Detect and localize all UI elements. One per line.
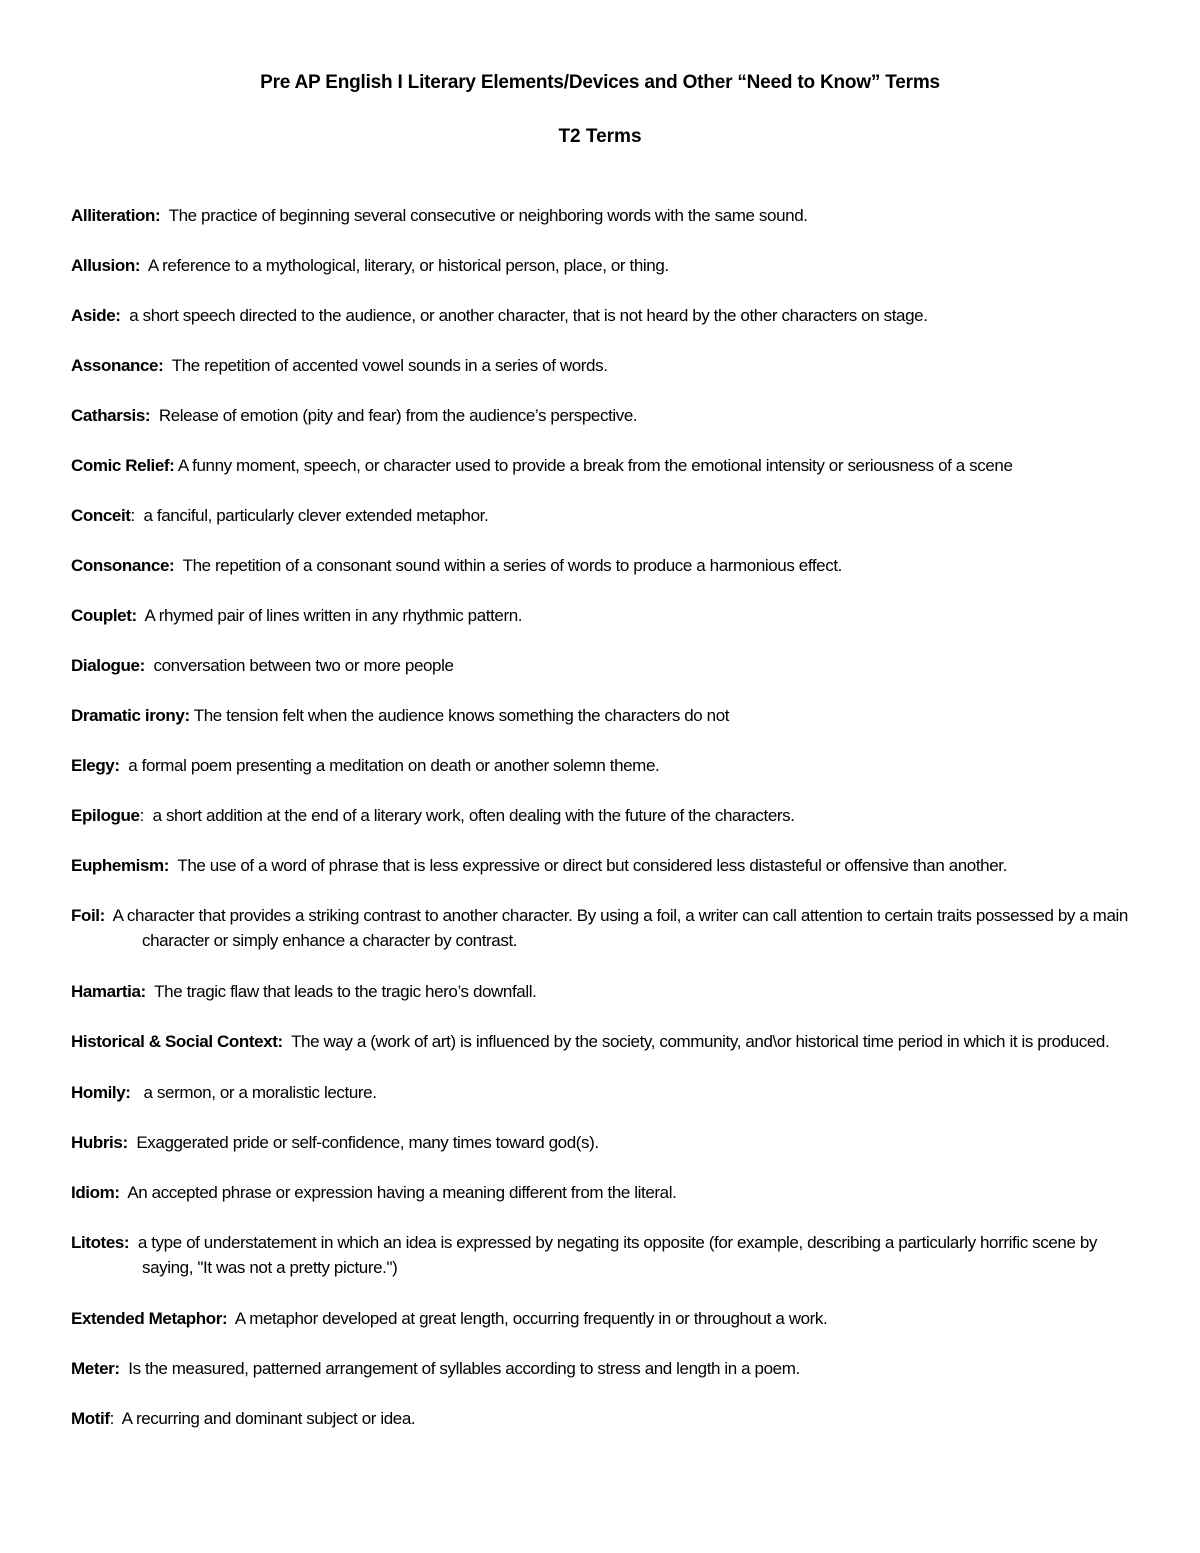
term-entry <box>71 979 1141 1004</box>
term-name: Assonance: <box>71 356 164 375</box>
term-entry <box>71 653 1141 678</box>
term-definition: The tension felt when the audience knows something the characters do not <box>193 706 730 725</box>
term-definition: The practice of beginning several consecutive or neighboring words with the same sound. <box>168 206 808 225</box>
term-name: Idiom: <box>71 1183 120 1202</box>
term-entry <box>71 853 1141 878</box>
term-definition: A character that provides a striking contrast to another character. By using a foil, a writer can call attention to certain traits possessed by a main character or simply enhance a character by contrast. <box>112 906 1128 950</box>
document-subtitle: T2 Terms <box>558 126 642 147</box>
term-entry <box>71 453 1141 478</box>
term-name: Motif <box>71 1409 110 1428</box>
term-name: Alliteration: <box>71 206 161 225</box>
term-name: Litotes: <box>71 1233 130 1252</box>
term-name: Euphemism: <box>71 856 170 875</box>
term-definition: A recurring and dominant subject or idea. <box>121 1409 416 1428</box>
term-definition: a type of understatement in which an idea is expressed by negating its opposite (for example, describing a particularly horrific scene by saying, "It was not a pretty picture.") <box>137 1233 1097 1277</box>
term-name: Hamartia: <box>71 982 146 1001</box>
term-name: Epilogue <box>71 806 140 825</box>
term-entry <box>71 1230 1141 1280</box>
term-definition: a fanciful, particularly clever extended metaphor. <box>143 506 489 525</box>
term-entry <box>71 1130 1141 1155</box>
term-entry <box>71 753 1141 778</box>
term-definition: Exaggerated pride or self-confidence, many times toward god(s). <box>136 1133 599 1152</box>
term-definition: a sermon, or a moralistic lecture. <box>143 1083 377 1102</box>
term-definition: An accepted phrase or expression having a meaning different from the literal. <box>127 1183 677 1202</box>
term-name: Extended Metaphor: <box>71 1309 228 1328</box>
term-entry: Motif: A recurring and dominant subject or idea. <box>71 1409 416 1428</box>
term-definition: The way a (work of art) is influenced by the society, community, and\or historical time period in which it is produced. <box>291 1032 1110 1051</box>
term-name: Consonance: <box>71 556 175 575</box>
term-entry: Conceit: a fanciful, particularly clever extended metaphor. <box>71 506 489 525</box>
term-definition: conversation between two or more people <box>153 656 454 675</box>
terms-list <box>71 203 1141 1456</box>
term-entry <box>71 203 1141 228</box>
term-definition: Release of emotion (pity and fear) from the audience’s perspective. <box>158 406 638 425</box>
term-definition: Is the measured, patterned arrangement of syllables according to stress and length in a poem. <box>128 1359 800 1378</box>
term-definition: A reference to a mythological, literary, or historical person, place, or thing. <box>147 256 669 275</box>
term-definition: The use of a word of phrase that is less expressive or direct but considered less distasteful or offensive than another. <box>177 856 1007 875</box>
term-name: Allusion: <box>71 256 141 275</box>
term-name: Homily: <box>71 1083 131 1102</box>
term-entry <box>71 1356 1141 1381</box>
term-entry <box>71 553 1141 578</box>
term-definition: A metaphor developed at great length, occurring frequently in or throughout a work. <box>234 1309 828 1328</box>
term-entry <box>71 603 1141 628</box>
term-definition: a formal poem presenting a meditation on death or another solemn theme. <box>128 756 660 775</box>
document-title: Pre AP English I Literary Elements/Devices and Other “Need to Know” Terms <box>260 72 940 93</box>
term-name: Meter: <box>71 1359 120 1378</box>
term-entry <box>71 703 1141 728</box>
term-definition: a short addition at the end of a literary work, often dealing with the future of the characters. <box>152 806 795 825</box>
term-name: Comic Relief: <box>71 456 175 475</box>
term-entry <box>71 903 1141 953</box>
term-definition: A funny moment, speech, or character used to provide a break from the emotional intensity or seriousness of a scene <box>177 456 1013 475</box>
term-name: Aside: <box>71 306 121 325</box>
term-name: Historical & Social Context: <box>71 1032 283 1051</box>
term-name: Hubris: <box>71 1133 128 1152</box>
term-name: Dialogue: <box>71 656 145 675</box>
term-entry <box>71 403 1141 428</box>
term-name: Elegy: <box>71 756 120 775</box>
term-definition: The repetition of a consonant sound within a series of words to produce a harmonious effect. <box>182 556 842 575</box>
term-name: Catharsis: <box>71 406 151 425</box>
term-entry <box>71 1029 1141 1054</box>
term-definition: The repetition of accented vowel sounds in a series of words. <box>171 356 608 375</box>
term-entry: Epilogue: a short addition at the end of a literary work, often dealing with the future of the characters. <box>71 806 795 825</box>
term-entry <box>71 1180 1141 1205</box>
term-definition: a short speech directed to the audience, or another character, that is not heard by the other characters on stage. <box>129 306 928 325</box>
term-entry <box>71 253 1141 278</box>
term-name: Foil: <box>71 906 105 925</box>
term-name: Conceit <box>71 506 131 525</box>
term-definition: A rhymed pair of lines written in any rhythmic pattern. <box>144 606 523 625</box>
term-name: Couplet: <box>71 606 137 625</box>
term-entry <box>71 303 1141 328</box>
term-entry <box>71 1306 1141 1331</box>
term-entry <box>71 353 1141 378</box>
term-definition: The tragic flaw that leads to the tragic hero’s downfall. <box>154 982 537 1001</box>
term-name: Dramatic irony: <box>71 706 190 725</box>
term-entry <box>71 1080 1141 1105</box>
